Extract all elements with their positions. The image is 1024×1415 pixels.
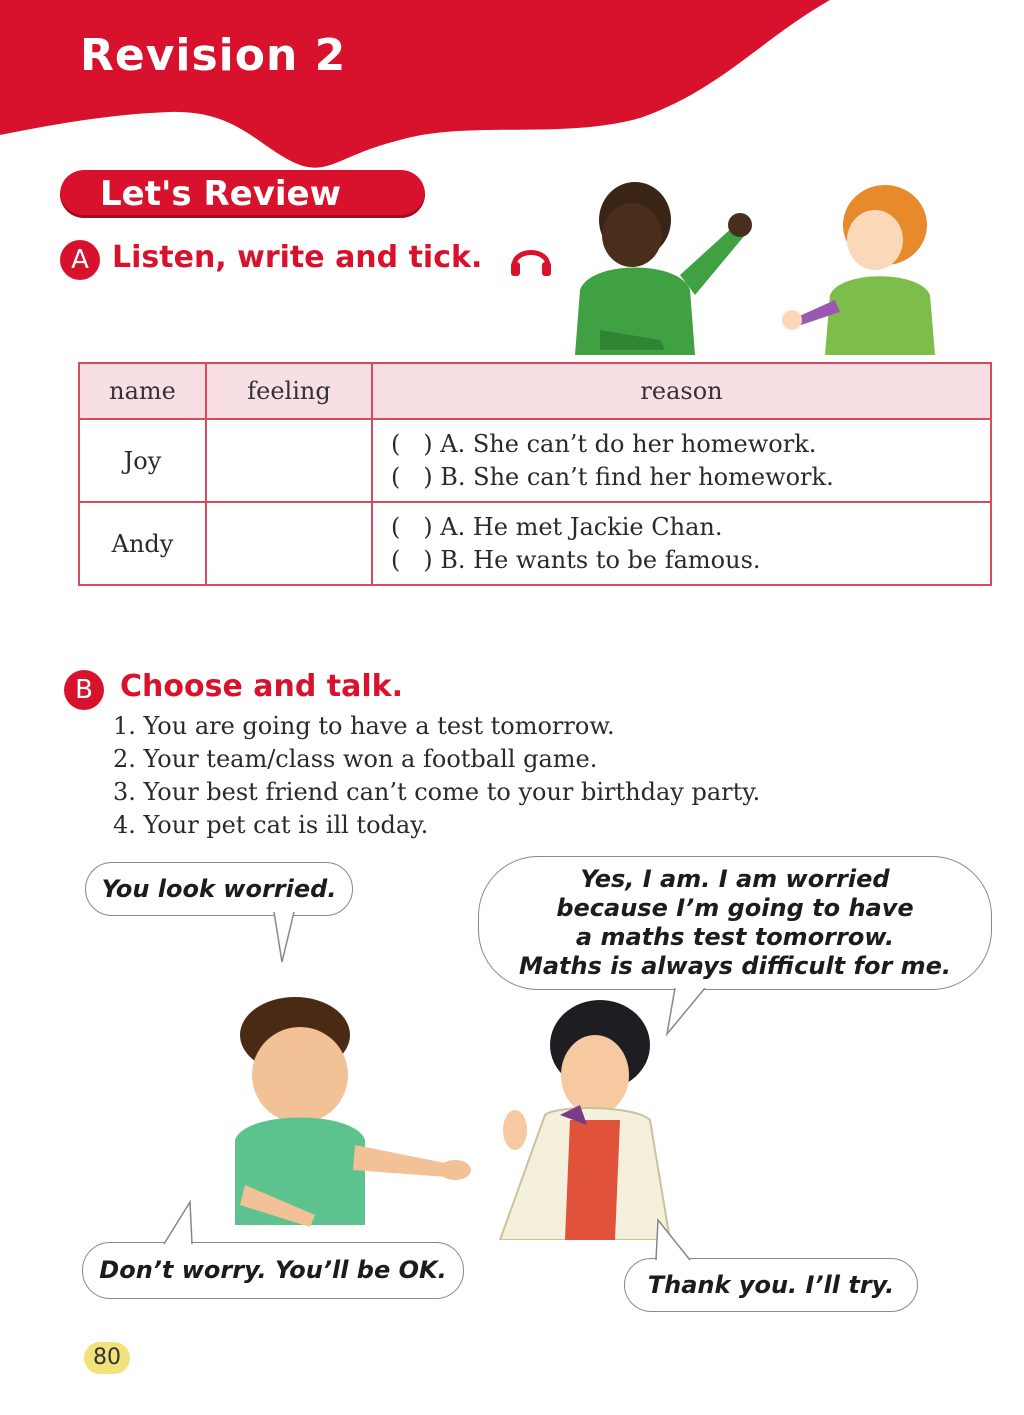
list-item: 4. Your pet cat is ill today. [113, 811, 429, 839]
section-b-badge: B [64, 670, 104, 710]
page-title: Revision 2 [80, 30, 347, 81]
speech-bubble-girl-2 [624, 1258, 918, 1312]
headphones-icon [508, 238, 554, 278]
table-row [79, 502, 991, 585]
kids-illustration-bottom [215, 995, 685, 1240]
table-header-row [79, 363, 991, 419]
situation-list [113, 710, 760, 842]
section-a-title: Listen, write and tick. [112, 240, 483, 275]
bubble-text: Thank you. I’ll try. [647, 1271, 895, 1299]
bubble-tail [272, 912, 298, 964]
row-name: Joy [79, 419, 206, 502]
lets-review-heading: Let's Review [100, 174, 341, 214]
table-row [79, 419, 991, 502]
header-name: name [79, 363, 206, 419]
bubble-text: You look worried. [101, 875, 337, 903]
tick-option[interactable]: ( ) A. She can’t do her homework. [391, 429, 817, 458]
row-name: Andy [79, 502, 206, 585]
bubble-text: Yes, I am. I am worried [580, 865, 890, 893]
page-number: 80 [84, 1342, 130, 1374]
bubble-text: a maths test tomorrow. [575, 923, 895, 951]
feeling-blank[interactable] [206, 502, 372, 585]
header-feeling: feeling [206, 363, 372, 419]
speech-bubble-girl-1 [478, 856, 992, 990]
section-b-title: Choose and talk. [120, 669, 403, 704]
reason-options [372, 419, 991, 502]
section-a-badge: A [60, 240, 100, 280]
listening-table [78, 362, 992, 586]
tick-option[interactable]: ( ) B. He wants to be famous. [391, 545, 761, 574]
bubble-text: because I’m going to have [556, 894, 914, 922]
bubble-text: Maths is always difficult for me. [518, 952, 952, 980]
tick-option[interactable]: ( ) B. She can’t find her homework. [391, 462, 834, 491]
list-item: 3. Your best friend can’t come to your birthday party. [113, 778, 761, 806]
speech-bubble-boy-2 [82, 1242, 464, 1299]
speech-bubble-boy-1 [85, 862, 353, 916]
kids-illustration-top [570, 180, 970, 360]
tick-option[interactable]: ( ) A. He met Jackie Chan. [391, 512, 723, 541]
list-item: 1. You are going to have a test tomorrow. [113, 712, 615, 740]
list-item: 2. Your team/class won a football game. [113, 745, 598, 773]
header-reason: reason [372, 363, 991, 419]
feeling-blank[interactable] [206, 419, 372, 502]
reason-options [372, 502, 991, 585]
bubble-tail [160, 1200, 200, 1246]
bubble-tail [650, 1218, 696, 1262]
bubble-text: Don’t worry. You’ll be OK. [99, 1256, 447, 1284]
